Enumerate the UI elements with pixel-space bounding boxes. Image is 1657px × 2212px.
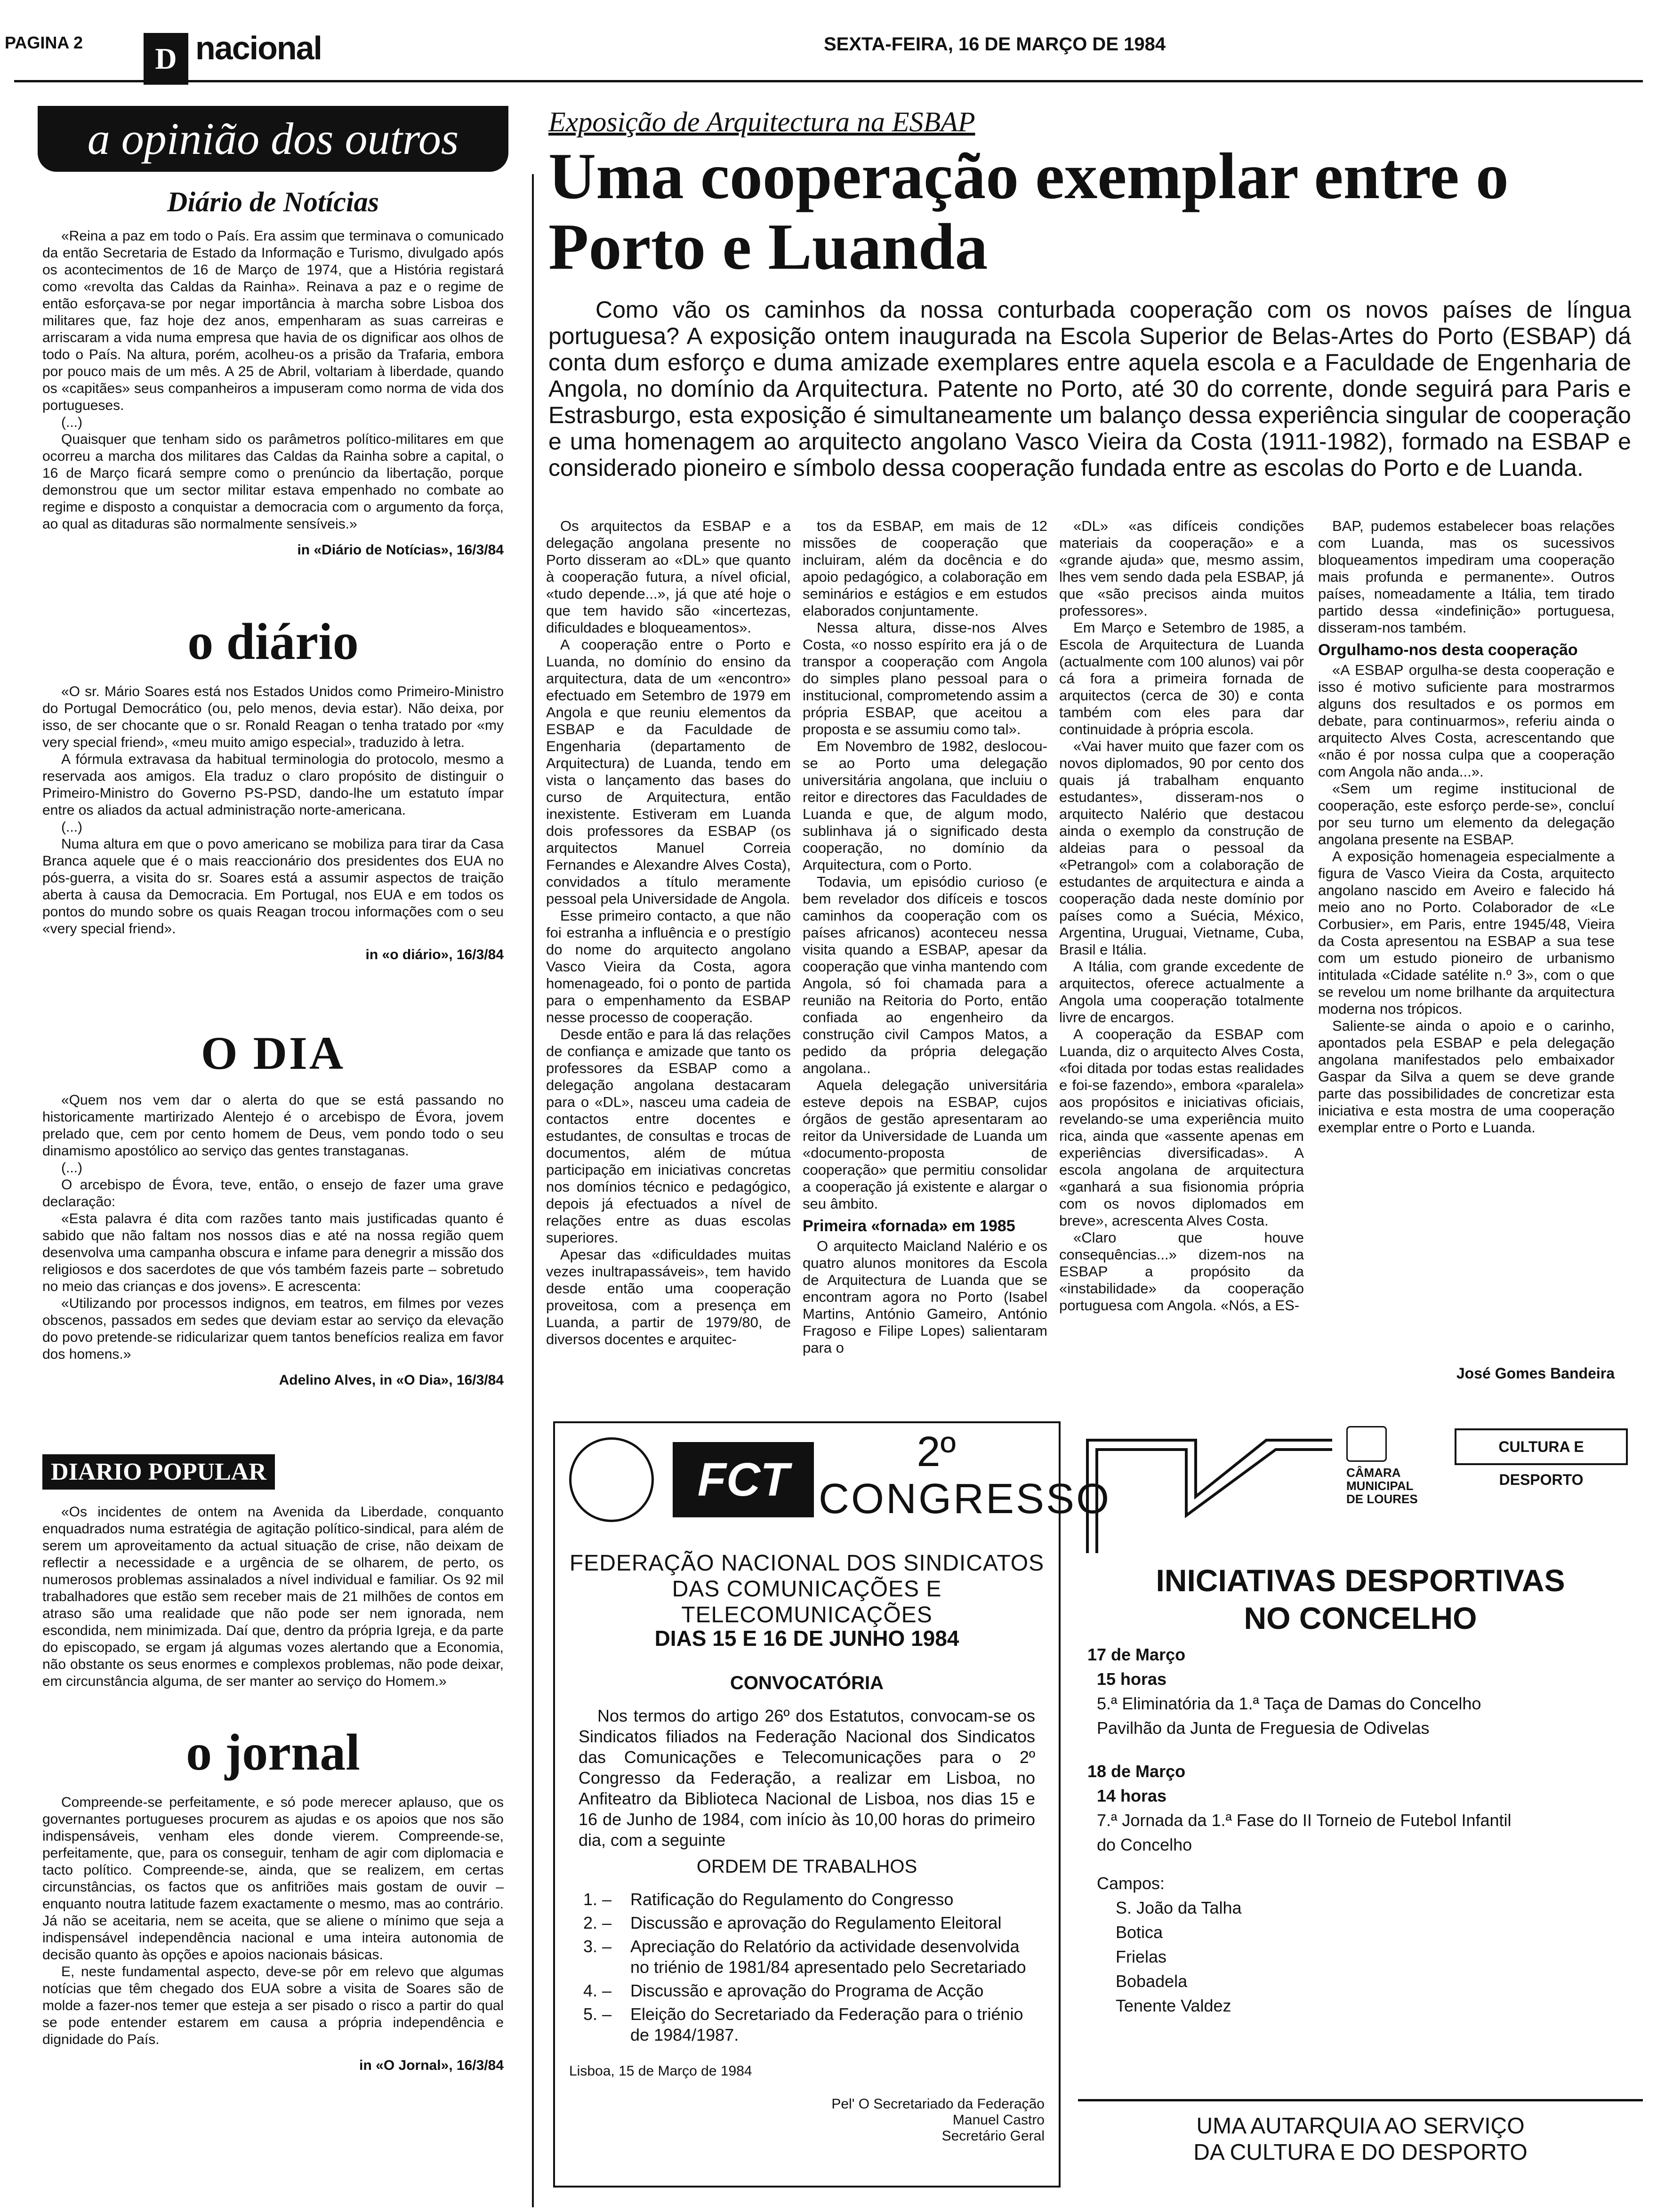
paragraph: (...) [61,1160,82,1176]
paragraph: Compreende-se perfeitamente, e só pode merecer aplauso, que os governantes portugueses procurem as ajudas e os apoios que nos são indispensáveis, venham eles donde vierem. Compreende-se, perfeitamente, que, para os conseguir, tenham de agir com diplomacia e tacto político. Compreende-se, ainda, que se realizem, em certas circunstâncias, os factos que os anfitriões mais gostam de ouvir – enquanto noutra latitude fazem exactamente o mesmo, mas ao contrário. Já não se aceitaria, nem se aceita, que se aliene o mínimo que seja a indispensável independência nacional e uma inteira autonomia de decisão quanto às opções e apoios nacionais básicas. [42,1795,504,1963]
article-paragraph: Em Março e Setembro de 1985, a Escola de Arquitectura de Luanda (actualmente com 100 alunos) vai pôr cá fora a primeira fornada de arquitectos (cerca de 30) e conta também com eles para dar continuidade à própria escola. [1059,619,1304,737]
article-paragraph: O arquitecto Maicland Nalério e os quatro alunos monitores da Escola de Arquitectura de Luanda que se encontram agora no Porto (Isabel Martins, António Gameiro, António Fragoso e Filipe Lopes) salientaram para o [803,1238,1047,1356]
article-paragraph: A Itália, com grande excedente de arquitectos, oferece actualmente a Angola uma cooperação totalmente livre de encargos. [1059,958,1304,1026]
field-item: Frielas [1116,1947,1167,1966]
source-title: o jornal [186,1723,360,1781]
article-column-4 [1318,518,1615,1136]
signature-line: Pel' O Secretariado da Federação [831,2096,1045,2112]
agenda-heading: ORDEM DE TRABALHOS [696,1856,917,1877]
article-paragraph: Desde então e para lá das relações de confiança e amizade que tanto os professores da ESBAP como a delegação angolana destacaram para o «DL», nasceu uma cadeia de contactos entre docentes e estudantes, de consultas e trocas de documentos, além de mútua participação em iniciativas concretas nos domínios técnico e pedagógico, depois já efectuados a nível de relações entre as duas escolas superiores. [546,1026,791,1246]
convocatoria-body: Nos termos do artigo 26º dos Estatutos, convocam-se os Sindicatos filiados na Federação Nacional dos Sindicatos das Comunicações e Telecomunicações para o 2º Congresso da Federação, a realizar em Lisboa, no Anfiteatro da Biblioteca Nacional de Lisboa, nos dias 15 e 16 de Junho de 1984, com início às 10,00 horas do primeiro dia, com a seguinte [579,1706,1035,1850]
agenda-item: 4. – Discussão e aprovação do Programa de Acção [583,1981,984,2000]
event-line: do Concelho [1097,1835,1192,1854]
article-paragraph: «A ESBAP orgulha-se desta cooperação e isso é motivo suficiente para mostrarmos alguns dos resultados e os pormos em debate, para continuarmos», referiu ainda o arquitecto Alves Costa, acrescentando que «não é por nossa culpa que a cooperação com Angola não anda...». [1318,662,1615,780]
section-diario-popular [42,1454,504,1690]
source-credit: Adelino Alves, in «O Dia», 16/3/84 [279,1372,504,1388]
section-dn [42,186,504,558]
signature-block [831,2096,1045,2144]
section-odia [42,1026,504,1388]
article-paragraph: tos da ESBAP, em mais de 12 missões de cooperação que incluiram, além da docência e do apoio pedagógico, a colaboração em seminários e estágios e em estudos elaborados conjuntamente. [803,518,1047,619]
article-subhead: Primeira «fornada» em 1985 [803,1217,1015,1235]
advert-title-1: INICIATIVAS DESPORTIVAS [1156,1563,1565,1598]
paragraph: «O sr. Mário Soares está nos Estados Unidos como Primeiro-Ministro do Portugal Democrático (ou, pelo menos, devia estar). Não deixa, por isso, de ser chocante que o sr. Ronald Reagan o tenha tratado por «my very special friend», «meu muito amigo especial», traduzido à letra. [42,684,504,750]
newspaper-logo-text: nacional [195,30,322,66]
advert-title-2: NO CONCELHO [1244,1601,1477,1635]
paragraph: (...) [61,415,82,430]
page-number: PAGINA 2 [5,33,83,52]
convocatoria-heading: CONVOCATÓRIA [730,1673,884,1693]
municipal-logo-text: CÂMARA MUNICIPAL DE LOURES [1346,1466,1418,1506]
section-ojornal [42,1723,504,2074]
municipal-advert [1078,1421,1643,2184]
newspaper-logo-mark: D [144,33,188,85]
section-body [42,1504,504,1690]
article-paragraph: A cooperação entre o Porto e Luanda, no domínio do ensino da arquitectura, data de um «encontro» efectuado em Setembro de 1979 em Angola e que reuniu elementos da ESBAP e da Faculdade de Engenharia (departamento de Arquitectura) de Luanda, tendo em vista o lançamento das bases do curso de Arquitectura, então inexistente. Estiveram em Luanda dois professores da ESBAP (os arquitectos Manuel Correia Fernandes e Alexandre Alves Costa), convidados a título meramente pessoal pela Universidade de Angola. [546,636,791,907]
article-paragraph: «Sem um regime institucional de cooperação, este esforço perde-se», concluí por seu turno um elemento da delegação angolana presente na ESBAP. [1318,780,1615,848]
section-body [42,1794,504,2048]
signature-role: Secretário Geral [941,2128,1045,2144]
section-tag: CULTURA E DESPORTO [1455,1428,1628,1465]
federation-name-2: DAS COMUNICAÇÕES E TELECOMUNICAÇÕES [672,1577,942,1627]
article-paragraph: Aquela delegação universitária esteve depois na ESBAP, cujos órgãos de gestão apresentaram ao reitor da Universidade de Luanda um «documento-proposta de cooperação» que permitiu consolidar a cooperação já existente e alargar o seu âmbito. [803,1077,1047,1212]
article-paragraph: «Vai haver muito que fazer com os novos diplomados, 90 por cento dos quais já trabalham enquanto estudantes», disseram-nos o arquitecto Nalério que destacou ainda o exemplo da construção de aldeias para o pessoal da «Petrangol» com a colaboração de estudantes de arquitectura e ainda a cooperação dada neste domínio por países como a Suécia, México, Argentina, Uruguai, Vietname, Cuba, Brasil e Itália. [1059,738,1304,958]
article-paragraph: A cooperação da ESBAP com Luanda, diz o arquitecto Alves Costa, «foi ditada por todas estas realidades e foi-se fazendo», embora «paralela» aos propósitos e iniciativas oficiais, revelando-se uma experiência muito rica, ainda que «assente apenas em experiências diversificadas». A escola angolana de arquitectura «ganhará a sua fisionomia própria com os novos diplomados em breve», acrescenta Alves Costa. [1059,1026,1304,1229]
paragraph: Quaisquer que tenham sido os parâmetros político-militares em que ocorreu a marcha dos militares das Caldas da Rainha sobre a capital, o 16 de Março ficará sempre como o prenúncio da libertação, porque demonstrou que um sector militar estava empenhado no combate ao regime e disposto a conquistar a democracia com o argumento da força, ao qual as ditaduras são normalmente sensíveis.» [42,432,504,532]
paragraph: Numa altura em que o povo americano se mobiliza para tirar da Casa Branca aquele que é o mais reaccionário dos presidentes dos EUA no pós-guerra, a visita do sr. Soares está a assumir aspectos de traição aberta à causa da Democracia. Em Portugal, nos EUA e em todos os pontos do mundo sobre os quais Reagan trocou informações com o seu «very special friend». [42,836,504,937]
field-item: Botica [1116,1923,1163,1942]
opinion-banner: a opinião dos outros [38,106,508,172]
source-credit: in «Diário de Notícias», 16/3/84 [297,542,504,558]
section-odiario [42,612,504,963]
field-item: Bobadela [1116,1972,1188,1991]
agenda-item: 3. – Apreciação do Relatório da actividade desenvolvida no triénio de 1981/84 apresentado pelo Secretariado [583,1937,1026,1977]
wave-logo-icon [1078,1421,1342,1563]
paragraph: E, neste fundamental aspecto, deve-se pôr em relevo que algumas notícias que têm chegado dos EUA sobre a visita de Soares são de molde a fazer-nos temer que esteja a ser pisado o risco a partir do qual se pode entender estarem em causa a própria independência e dignidade do País. [42,1964,504,2047]
source-title: O DIA [201,1027,346,1079]
article-column-2 [803,518,1047,1356]
article-paragraph: Esse primeiro contacto, a que não foi estranha a influência e o prestígio do nome do arquitecto angolano Vasco Vieira da Costa, agora homenageado, foi o ponto de partida para o empenhamento da ESBAP nesse processo de cooperação. [546,907,791,1026]
fields-label: Campos: [1097,1874,1165,1893]
congress-title: CONGRESSO [819,1475,1111,1523]
article-subhead: Orgulhamo-nos desta cooperação [1318,641,1578,659]
emblem-circle-icon [569,1437,654,1522]
source-credit: in «o diário», 16/3/84 [365,947,504,962]
field-item: Tenente Valdez [1116,1996,1231,2015]
agenda-item: 5. – Eleição do Secretariado da Federação para o triénio de 1984/1987. [583,2004,1023,2044]
article-kicker: Exposição de Arquitectura na ESBAP [548,106,975,137]
paragraph: «Reina a paz em todo o País. Era assim que terminava o comunicado da então Secretaria de Estado da Informação e Turismo, divulgado após os acontecimentos de 16 de Março de 1974, que a História registará como «revolta das Caldas da Rainha». Reinava a paz e o regime de então esforçava-se por negar importância à marcha sobre Lisboa dos militares que, faz hoje dez anos, empenharam as suas carreiras e arriscaram a vida numa empresa que havia de os dignificar aos olhos de todo o País. Na altura, porém, acolheu-os a prisão da Trafaria, embora por pouco mais de um mês. A 25 de Abril, voltariam à liberdade, quando os «capitães» seus companheiros a impuseram como norma de vida dos portugueses. [42,228,504,413]
article-column-3 [1059,518,1304,1314]
agenda-item: 1. – Ratificação do Regulamento do Congresso [583,1890,954,1909]
signature-name: Manuel Castro [952,2112,1045,2128]
section-body [42,1092,504,1363]
paragraph: (...) [61,819,82,835]
article-paragraph: BAP, pudemos estabelecer boas relações com Luanda, mas os sucessivos bloqueamentos impediram uma cooperação mais profunda e permanente». Outros países, nomeadamente a Itália, tem tirado partido dessa «indefinição» portuguesa, disseram-nos também. [1318,518,1615,636]
events-list [1087,1643,1633,2018]
dateline: SEXTA-FEIRA, 16 DE MARÇO DE 1984 [824,34,1166,55]
article-headline: Uma cooperação exemplar entre o Porto e Luanda [548,140,1509,283]
congress-ordinal: 2º [917,1428,956,1475]
agenda-item: 2. – Discussão e aprovação do Regulamento Eleitoral [583,1913,1002,1932]
place-date: Lisboa, 15 de Março de 1984 [569,2063,752,2079]
source-credit: in «O Jornal», 16/3/84 [359,2058,504,2073]
event-date: 18 de Março [1087,1762,1186,1781]
article-paragraph: Saliente-se ainda o apoio e o carinho, apontados pela ESBAP e pela delegação angolana manifestados pelo embaixador Gaspar da Silva a quem se deve grande parte das possibilidades de concretizar esta iniciativa e esta mostra de uma cooperação exemplar entre o Porto e Luanda. [1318,1018,1615,1136]
paragraph: A fórmula extravasa da habitual terminologia do protocolo, mesmo a reservada aos amigos. Ela traduz o claro propósito de distinguir o Primeiro-Ministro do Governo PS-PSD, dando-lhe um estatuto ímpar entre os aliados da actual administração norte-americana. [42,752,504,818]
paragraph: O arcebispo de Évora, teve, então, o ensejo de fazer uma grave declaração: [42,1177,504,1210]
coat-of-arms-icon [1346,1426,1387,1462]
paragraph: «Quem nos vem dar o alerta do que se está passando no historicamente martirizado Alentejo é o arcebispo de Évora, jovem prelado que, cem por cento homem de Deus, vem pondo todo o seu dinamismo apostólico ao serviço das gentes transtaganas. [42,1092,504,1159]
article-paragraph: A exposição homenageia especialmente a figura de Vasco Vieira da Costa, arquitecto angolano nascido em Aveiro e falecido há meio ano no Porto. Colaborador de «Le Corbusier», em Paris, entre 1945/48, Vieira da Costa apresentou na ESBAP a sua tese com um estudo pioneiro de urbanismo intitulada «Cidade satélite n.º 3», com o que se revelou um nome brilhante da arquitectura moderna nos trópicos. [1318,848,1615,1017]
paragraph: «Os incidentes de ontem na Avenida da Liberdade, conquanto enquadrados numa estratégia de agitação político-sindical, para além de serem um aproveitamento da actual situação de crise, não deixam de reflectir a necessidade e a urgência de se olharem, de perto, os numerosos problemas assinalados a nível individual e familiar. Os 92 mil trabalhadores que estão sem receber mais de 21 milhões de contos em atraso são uma realidade que não pode ser nem ignorada, nem escondida, nem minimizada. Daí que, dentro da própria Igreja, e da parte do episcopado, se ergam já algumas vozes alertando que a Economia, não obstante os seus enormes e complexos problemas, não pode deixar, em circunstância alguma, de ser manter ao serviço do Homem.» [42,1504,504,1689]
event-line: 7.ª Jornada da 1.ª Fase do II Torneio de Futebol Infantil [1097,1811,1512,1830]
source-title: o diário [187,613,359,670]
event-time: 14 horas [1097,1786,1167,1805]
article-lede: Como vão os caminhos da nossa conturbada cooperação com os novos países de língua portuguesa? A exposição ontem inaugurada na Escola Superior de Belas-Artes do Porto (ESBAP) dá conta dum esforço e duma amizade exemplares entre aquela escola e a Faculdade de Engenharia de Angola, no domínio da Arquitectura. Patente no Porto, até 30 do corrente, donde seguirá para Paris e Estrasburgo, esta exposição é simultaneamente um balanço dessa experiência singular de cooperação e uma homenagem ao arquitecto angolano Vasco Vieira da Costa (1911-1982), formado na ESBAP e considerado pioneiro e símbolo dessa cooperação fundada entre as escolas do Porto e de Luanda. [548,297,1631,481]
event-line: 5.ª Eliminatória da 1.ª Taça de Damas do Concelho [1097,1694,1481,1713]
section-body [42,228,504,533]
footer-divider [1078,2099,1643,2101]
event-line: Pavilhão da Junta de Freguesia de Odivelas [1097,1718,1430,1738]
paragraph: «Esta palavra é dita com razões tanto mais justificadas quanto é sabido que não faltam nos nossos dias e até na nossa região quem desenvolva uma campanha obscura e infame para denegrir a missão dos religiosos e dos sacerdotes de que vós também fazeis parte – sobretudo no meio das crianças e dos jovens». E acrescenta: [42,1211,504,1294]
article-paragraph: Em Novembro de 1982, deslocou-se ao Porto uma delegação universitária angolana, que incluiu o reitor e directores das Faculdades de Luanda e que, de algum modo, sublinhava já o significado desta cooperação, no domínio da Arquitectura, com o Porto. [803,738,1047,873]
article-paragraph: «Claro que houve consequências...» dizem-nos na ESBAP a propósito da «instabilidade» da cooperação portuguesa com Angola. «Nós, a ES- [1059,1229,1304,1314]
agenda-list [583,1889,1035,2048]
advert-footer: UMA AUTARQUIA AO SERVIÇO DA CULTURA E DO DESPORTO [1193,2114,1528,2165]
event-time: 15 horas [1097,1669,1167,1689]
congress-dates: DIAS 15 E 16 DE JUNHO 1984 [654,1626,959,1651]
section-body [42,683,504,938]
fct-logo: FCT [673,1442,814,1517]
article-byline: José Gomes Bandeira [1456,1365,1615,1382]
article-paragraph: Nessa altura, disse-nos Alves Costa, «o nosso espírito era já o de transpor a cooperação com Angola do simples plano pessoal para o institucional, comprometendo assim a própria ESBAP, que aceitou a proposta e se assumiu como tal». [803,619,1047,737]
article-paragraph: «DL» «as difíceis condições materiais da cooperação» e a «grande ajuda» que, mesmo assim, lhes vem sendo dada pela ESBAP, já que «são precisos ainda muitos professores». [1059,518,1304,619]
article-paragraph: Apesar das «dificuldades muitas vezes inultrapassáveis», tem havido desde então uma cooperação proveitosa, com a presença em Luanda, a partir de 1979/80, de diversos docentes e arquitec- [546,1246,791,1347]
congress-advert [553,1421,1111,2188]
article-column-1 [546,518,791,1348]
source-title: DIARIO POPULAR [42,1454,275,1490]
source-title: Diário de Notícias [167,186,379,217]
event-date: 17 de Março [1087,1645,1186,1664]
field-item: S. João da Talha [1116,1898,1242,1917]
federation-name-1: FEDERAÇÃO NACIONAL DOS SINDICATOS [569,1551,1045,1576]
article-paragraph: Todavia, um episódio curioso (e bem revelador dos difíceis e toscos caminhos da cooperação com os países africanos) aconteceu nessa visita quando a ESBAP, apesar da cooperação que vinha mantendo com Angola, só foi chamada para a reunião na Reitoria do Porto, então confiada ao engenheiro da construção civil Campos Matos, a pedido da própria delegação angolana.. [803,874,1047,1076]
paragraph: «Utilizando por processos indignos, em teatros, em filmes por vezes obscenos, passados em sedes que deviam estar ao serviço da elevação do povo pretende-se ridicularizar quem tantos benefícios realiza em favor dos homens.» [42,1296,504,1362]
article-paragraph: Os arquitectos da ESBAP e a delegação angolana presente no Porto disseram ao «DL» que quanto à cooperação futura, a nível oficial, «tudo depende...», já que até hoje o que tem havido são «incertezas, dificuldades e bloqueamentos». [546,518,791,636]
